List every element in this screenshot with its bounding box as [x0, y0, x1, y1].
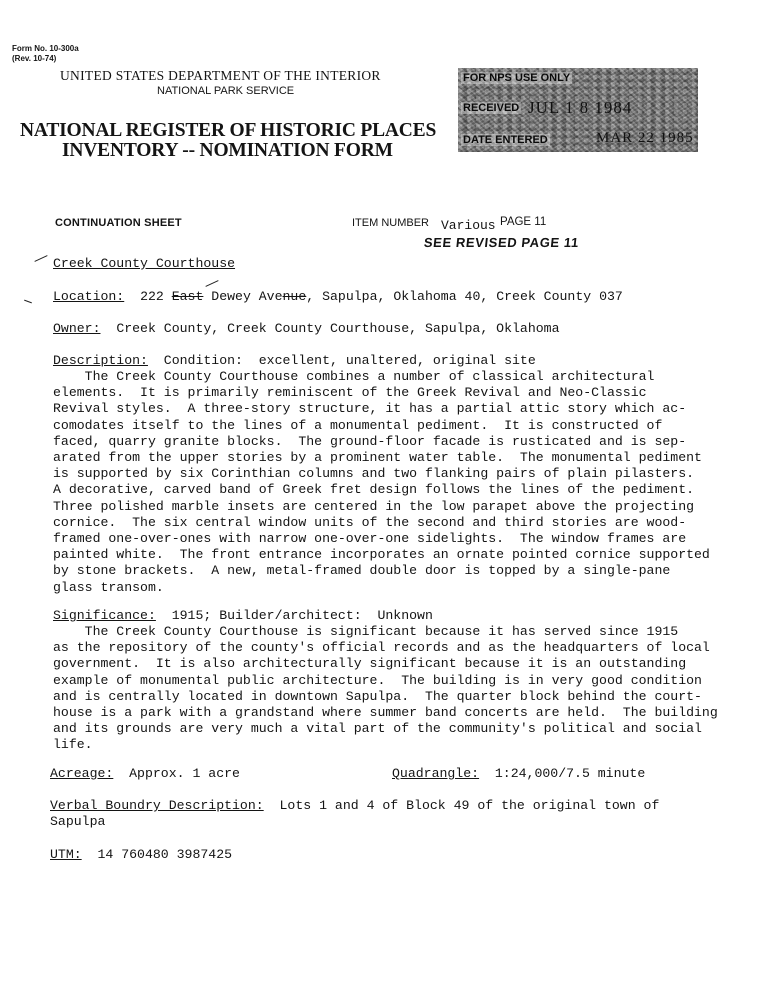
location-label: Location: [53, 289, 125, 304]
acreage-label: Acreage: [50, 766, 114, 781]
owner-label: Owner: [53, 321, 101, 336]
item-number-label: ITEM NUMBER [352, 217, 429, 229]
quadrangle-label: Quadrangle: [392, 766, 480, 781]
item-number-value: Various [441, 218, 496, 233]
description-paragraph: The Creek County Courthouse combines a number of classical architectural elements. It is primarily reminiscent of the Greek Revival and Neo-Classic Revival styles. A three-story structure, it has a partial attic story which ac- comodates itself to the lines of a monumental pediment. It is constructed of faced, quarry granite blocks. The ground-floor facade is rusticated and is sep- arated from the upper stories by a prominent water table. The monumental pediment is supported by six Corinthian columns and two flanking pairs of plain pilasters. A decorative, carved band of Greek fret design follows the lines of the pediment. Three polished marble insets are centered in the low parapet above the projecting cornice. The six central window units of the second and third stories are wood- framed one-over-ones with narrow one-over-one sidelights. The window frames are painted white. The front entrance incorporates an ornate pointed cornice supported by stone brackets. A new, metal-framed double door is topped by a single-pane glass transom. [53, 369, 710, 595]
utm-value: 14 760480 3987425 [97, 847, 233, 862]
quadrangle-line [392, 766, 645, 782]
description-heading [53, 353, 536, 369]
handwritten-revision-note: SEE REVISED PAGE 11 [423, 235, 580, 250]
location-struck-text: nue [282, 289, 307, 304]
description-condition: Condition: excellent, unaltered, original site [163, 353, 536, 368]
page-number: PAGE 11 [500, 216, 547, 228]
owner-value: Creek County, Creek County Courthouse, Sapulpa, Oklahoma [116, 321, 560, 336]
form-title-line-2: INVENTORY -- NOMINATION FORM [62, 140, 393, 161]
form-number-line: Form No. 10-300a [12, 44, 79, 53]
continuation-sheet-label: CONTINUATION SHEET [55, 217, 182, 229]
owner-line [53, 321, 560, 337]
service-heading: NATIONAL PARK SERVICE [157, 85, 295, 97]
boundary-line [50, 798, 659, 814]
stamp-date-entered-value: MAR 22 1985 [596, 130, 694, 146]
stamp-received-date: JUL 1 8 1984 [528, 98, 633, 117]
significance-paragraph: The Creek County Courthouse is significant because it has served since 1915 as the repository of the county's official records and as the headquarters of local government. It is also architecturally significant because it is an outstanding example of monumental public architecture. The building is in very good condition and is centrally located in downtown Sapulpa. The quarter block behind the court- house is a park with a grandstand where summer band concerts are held. The building and its grounds are very much a vital part of the community's political and social life. [53, 624, 718, 753]
pen-mark [34, 255, 47, 262]
boundary-label: Verbal Boundry Description: [50, 798, 264, 813]
property-name: Creek County Courthouse [53, 256, 236, 271]
utm-label: UTM: [50, 847, 82, 862]
acreage-line [50, 766, 240, 782]
quadrangle-value: 1:24,000/7.5 minute [494, 766, 646, 781]
significance-label: Significance: [53, 608, 156, 623]
pen-mark [205, 280, 218, 287]
stamp-date-entered-label: DATE ENTERED [463, 134, 548, 146]
acreage-value: Approx. 1 acre [129, 766, 240, 781]
boundary-continuation: Sapulpa [50, 814, 106, 829]
location-struck-text: East [171, 289, 204, 304]
location-address-start: 222 [140, 289, 172, 304]
form-revision-line: (Rev. 10-74) [12, 54, 57, 63]
location-address-middle: Dewey Ave [203, 289, 283, 304]
location-line [53, 289, 623, 305]
significance-heading [53, 608, 433, 624]
stamp-use-only-label: FOR NPS USE ONLY [463, 72, 571, 84]
form-title-line-1: NATIONAL REGISTER OF HISTORIC PLACES [20, 120, 437, 141]
boundary-value: Lots 1 and 4 of Block 49 of the original town of [279, 798, 660, 813]
significance-summary: 1915; Builder/architect: Unknown [171, 608, 433, 623]
stamp-received-label: RECEIVED [463, 102, 520, 114]
department-heading: UNITED STATES DEPARTMENT OF THE INTERIOR [60, 68, 381, 83]
form-number [12, 44, 79, 64]
pen-mark [24, 300, 32, 304]
location-address-end: , Sapulpa, Oklahoma 40, Creek County 037 [306, 289, 623, 304]
description-label: Description: [53, 353, 148, 368]
nps-use-only-stamp [458, 68, 698, 152]
utm-line [50, 847, 232, 863]
